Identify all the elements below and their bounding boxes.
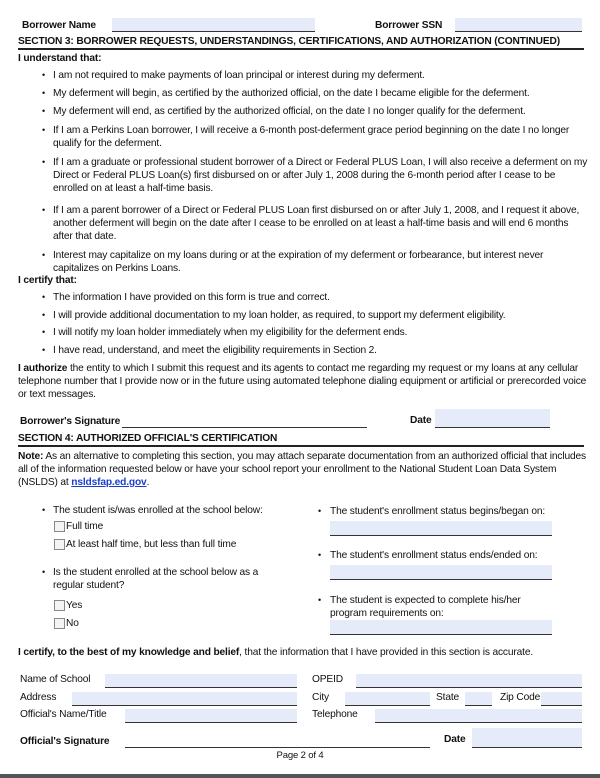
section4-title: SECTION 4: AUTHORIZED OFFICIAL'S CERTIFICATION (18, 433, 278, 444)
certify-heading: I certify that: (18, 275, 77, 286)
understand-item: My deferment will begin, as certified by the authorized official, on the date I became eligible for the deferment. (53, 88, 530, 99)
yes-label: Yes (66, 600, 83, 611)
authorize-bold: I authorize (18, 363, 68, 374)
official-date-field[interactable] (472, 728, 582, 748)
begins-field[interactable] (330, 521, 552, 536)
nslds-link[interactable]: nsldsfap.ed.gov (71, 477, 147, 488)
official-signature-line[interactable] (125, 747, 430, 748)
telephone-field[interactable] (375, 709, 582, 723)
school-field[interactable] (105, 674, 297, 688)
section4-rule (18, 445, 584, 447)
borrower-date-label: Date (410, 415, 432, 426)
official-certify-bold: I certify, to the best of my knowledge and belief (18, 647, 240, 658)
borrower-ssn-label: Borrower SSN (375, 20, 443, 31)
opeid-label: OPEID (312, 674, 343, 685)
bullet-icon: • (42, 567, 46, 577)
bullet-icon: • (42, 250, 46, 260)
city-label: City (312, 692, 329, 703)
borrower-name-field[interactable] (112, 18, 315, 32)
bullet-icon: • (318, 550, 322, 560)
regular-question: Is the student enrolled at the school below as a regular student? (53, 567, 259, 591)
official-name-field[interactable] (125, 709, 297, 723)
note-paragraph (18, 450, 588, 489)
understand-item: If I am a Perkins Loan borrower, I will receive a 6-month post-deferment grace period beginning on the date I no longer qualify for the deferment. (53, 125, 570, 149)
enrolled-question: The student is/was enrolled at the school below: (53, 505, 263, 516)
full-time-label: Full time (66, 521, 104, 532)
opeid-field[interactable] (356, 674, 582, 688)
bullet-icon: • (42, 292, 46, 302)
borrower-name-label: Borrower Name (22, 20, 96, 31)
borrower-signature-label: Borrower's Signature (20, 416, 121, 427)
bullet-icon: • (42, 88, 46, 98)
understand-item: Interest may capitalize on my loans during or at the expiration of my deferment or forbearance, but interest never capitalizes on Perkins Loans. (53, 250, 544, 274)
ends-field[interactable] (330, 565, 552, 580)
bullet-icon: • (42, 106, 46, 116)
note-end: . (146, 477, 150, 488)
zip-field[interactable] (541, 692, 582, 706)
official-certify (18, 646, 588, 659)
authorize-paragraph (18, 362, 588, 401)
state-label: State (436, 692, 460, 703)
official-name-label: Official's Name/Title (20, 709, 107, 720)
bullet-icon: • (42, 205, 46, 215)
certify-item: The information I have provided on this form is true and correct. (53, 292, 330, 303)
certify-item: I will notify my loan holder immediately when my eligibility for the deferment ends. (53, 327, 408, 338)
half-time-label: At least half time, but less than full time (66, 539, 237, 550)
certify-item: I have read, understand, and meet the eligibility requirements in Section 2. (53, 345, 377, 356)
bullet-icon: • (42, 125, 46, 135)
understand-item: If I am a graduate or professional student borrower of a Direct or Federal PLUS Loan, I will also receive a deferment on my Direct or Federal PLUS Loan(s) first disbursed on or after July 1, 2008 during the 6-month period after I cease to be enrolled on at least a half-time basis. (53, 157, 588, 194)
complete-field[interactable] (330, 620, 552, 635)
full-time-checkbox[interactable] (54, 521, 65, 532)
complete-label: The student is expected to complete his/her program requirements on: (330, 595, 521, 619)
ends-label: The student's enrollment status ends/ended on: (330, 550, 538, 561)
note-text: As an alternative to completing this section, you may attach separate documentation from an authorized official that includes all of the information requested below or have your school report your enrollment to the National Student Loan Data System (NSLDS) at (18, 451, 586, 488)
understand-item: If I am a parent borrower of a Direct or Federal PLUS Loan first disbursed on or after July 1, 2008, and I request it above, another deferment will begin on the date after I cease to be enrolled on at least a half-time basis and will end 6 months after that date. (53, 205, 580, 242)
bullet-icon: • (42, 505, 46, 515)
borrower-ssn-field[interactable] (455, 18, 582, 32)
understand-item: My deferment will end, as certified by the authorized official, on the date I no longer qualify for the deferment. (53, 106, 526, 117)
page-bottom-border (0, 774, 600, 778)
bullet-icon: • (42, 310, 46, 320)
no-checkbox[interactable] (54, 618, 65, 629)
official-certify-text: , that the information that I have provided in this section is accurate. (239, 647, 534, 658)
telephone-label: Telephone (312, 709, 358, 720)
bullet-icon: • (318, 506, 322, 516)
authorize-text: the entity to which I submit this request and its agents to contact me regarding my request or my loans at any cellular telephone number that I provide now or in the future using automated telephone dialing equipment or artificial or prerecorded voice or text messages. (18, 363, 587, 400)
no-label: No (66, 618, 79, 629)
page-number: Page 2 of 4 (276, 750, 324, 761)
official-signature-label: Official's Signature (20, 736, 110, 747)
zip-label: Zip Code (500, 692, 541, 703)
half-time-checkbox[interactable] (54, 539, 65, 550)
note-bold: Note: (18, 451, 44, 462)
section3-title: SECTION 3: BORROWER REQUESTS, UNDERSTANDINGS, CERTIFICATIONS, AND AUTHORIZATION (CONTINUED) (18, 36, 560, 47)
official-date-label: Date (444, 734, 466, 745)
state-field[interactable] (465, 692, 492, 706)
bullet-icon: • (318, 595, 322, 605)
section3-rule (18, 48, 584, 50)
understand-item: I am not required to make payments of loan principal or interest during my deferment. (53, 70, 425, 81)
bullet-icon: • (42, 157, 46, 167)
school-label: Name of School (20, 674, 91, 685)
bullet-icon: • (42, 327, 46, 337)
address-label: Address (20, 692, 57, 703)
yes-checkbox[interactable] (54, 600, 65, 611)
borrower-date-field[interactable] (435, 409, 550, 428)
certify-item: I will provide additional documentation to my loan holder, as required, to support my deferment eligibility. (53, 310, 506, 321)
bullet-icon: • (42, 345, 46, 355)
borrower-signature-line[interactable] (122, 427, 367, 428)
bullet-icon: • (42, 70, 46, 80)
address-field[interactable] (72, 692, 297, 706)
begins-label: The student's enrollment status begins/began on: (330, 506, 546, 517)
understand-heading: I understand that: (18, 53, 102, 64)
city-field[interactable] (345, 692, 430, 706)
